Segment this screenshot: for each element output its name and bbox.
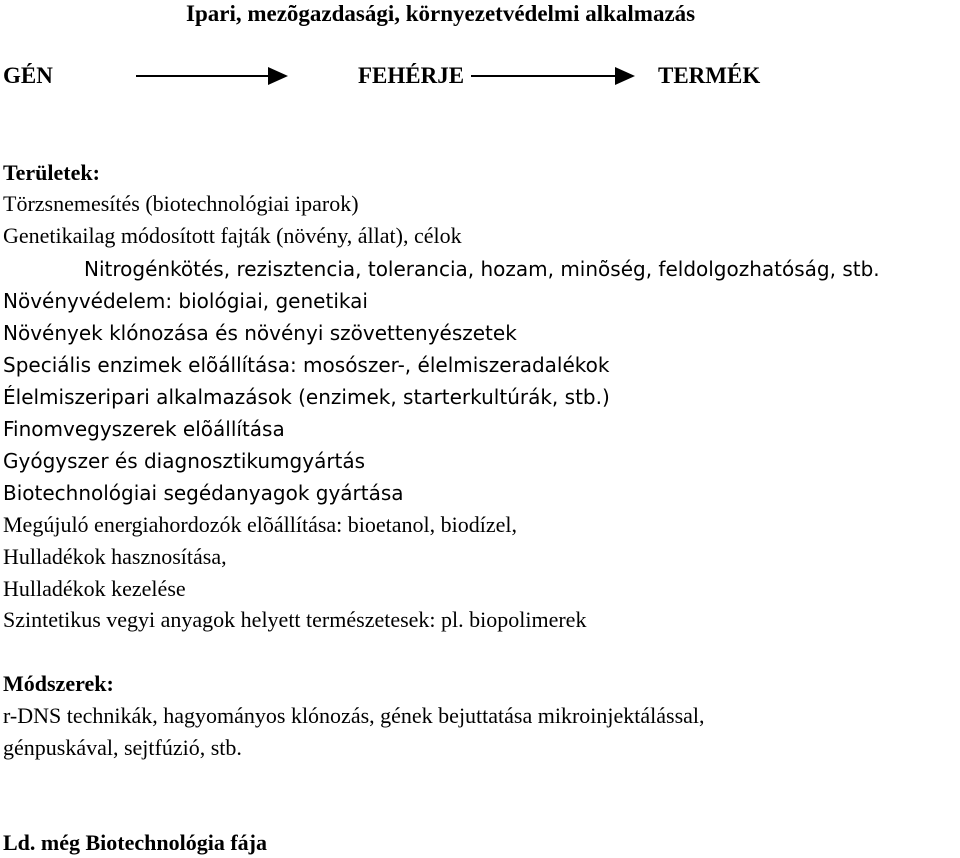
arrow-icon — [471, 63, 635, 89]
list-item: Biotechnológiai segédanyagok gyártása — [3, 481, 404, 505]
methods-line: r-DNS technikák, hagyományos klónozás, gének bejuttatása mikroinjektálással, — [3, 703, 705, 728]
see-also-note: Ld. még Biotechnológia fája — [3, 830, 267, 855]
page-title: Ipari, mezõgazdasági, környezetvédelmi alkalmazás — [186, 1, 696, 26]
list-item: Növényvédelem: biológiai, genetikai — [3, 289, 368, 313]
list-item: Növények klónozása és növényi szövettenyészetek — [3, 321, 517, 345]
list-item: Törzsnemesítés (biotechnológiai iparok) — [3, 191, 359, 216]
list-item: Genetikailag módosított fajták (növény, állat), célok — [3, 223, 462, 248]
list-item: Gyógyszer és diagnosztikumgyártás — [3, 449, 366, 473]
arrow-icon — [136, 63, 288, 89]
areas-heading: Területek: — [3, 160, 100, 185]
list-item: Hulladékok kezelése — [3, 576, 186, 601]
flow-gene-label: GÉN — [3, 63, 53, 88]
list-item: Nitrogénkötés, rezisztencia, tolerancia, hozam, minõség, feldolgozhatóság, stb. — [84, 257, 880, 281]
list-item: Hulladékok hasznosítása, — [3, 544, 227, 569]
list-item: Megújuló energiahordozók elõállítása: bioetanol, biodízel, — [3, 512, 518, 537]
list-item: Szintetikus vegyi anyagok helyett természetesek: pl. biopolimerek — [3, 607, 587, 632]
flow-product-label: TERMÉK — [658, 63, 761, 88]
list-item: Finomvegyszerek elõállítása — [3, 417, 285, 441]
methods-line: génpuskával, sejtfúzió, stb. — [3, 735, 242, 760]
list-item: Speciális enzimek elõállítása: mosószer-, élelmiszeradalékok — [3, 353, 610, 377]
flow-protein-label: FEHÉRJE — [358, 63, 465, 88]
methods-heading: Módszerek: — [3, 671, 114, 696]
list-item: Élelmiszeripari alkalmazások (enzimek, starterkultúrák, stb.) — [3, 385, 610, 409]
